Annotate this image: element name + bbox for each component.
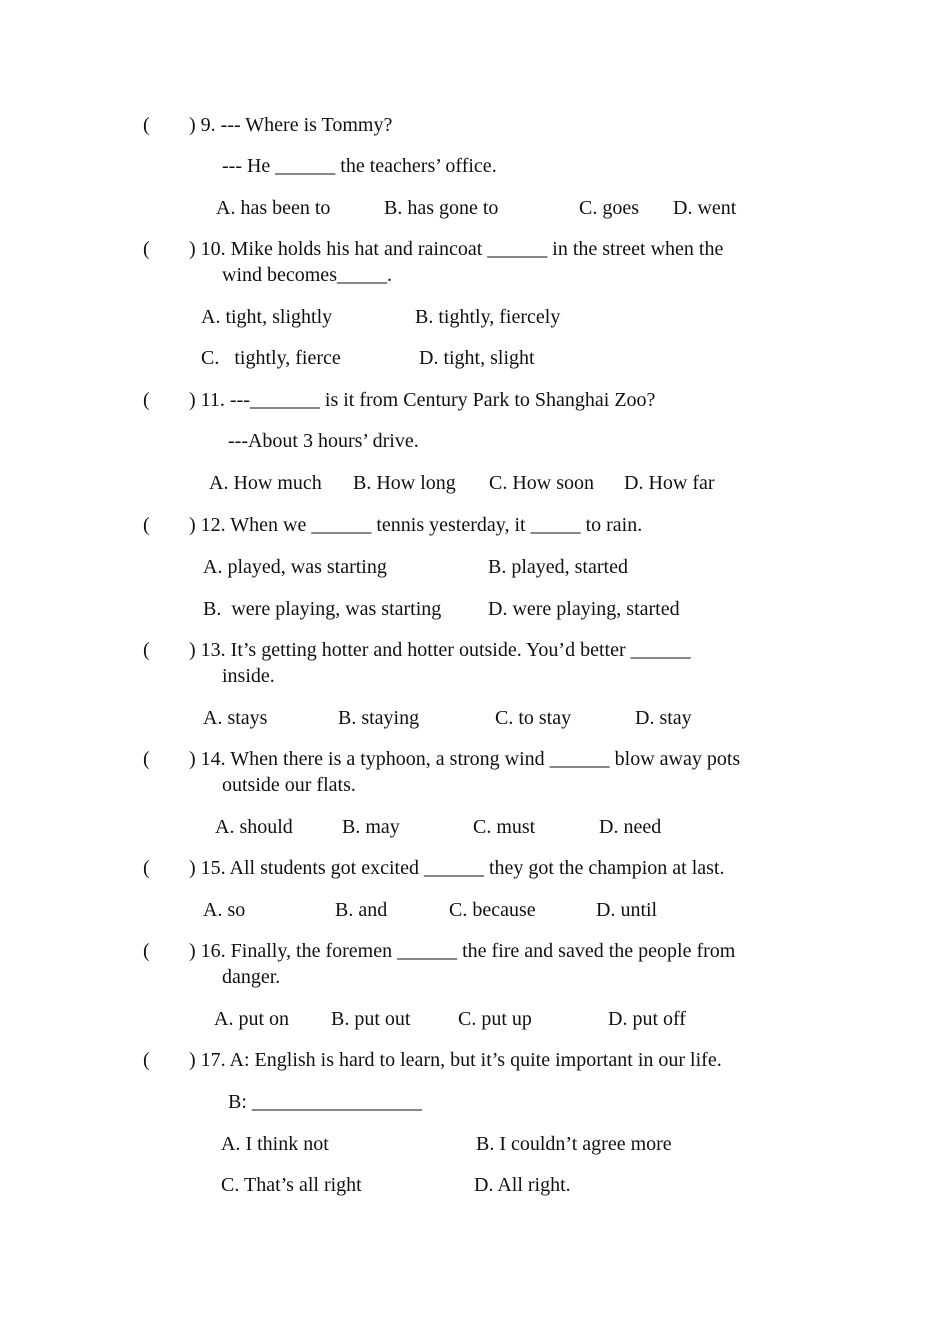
option-b: B. How long	[353, 472, 456, 494]
option-a: A. has been to	[216, 197, 331, 219]
question-stem: ) 16. Finally, the foremen ______ the fire and saved the people from	[189, 940, 736, 962]
option-d: D. How far	[624, 472, 715, 494]
answer-blank-paren: (	[143, 639, 150, 661]
option-c: C. because	[449, 899, 536, 921]
option-b: B. and	[335, 899, 388, 921]
option-c: C. must	[473, 816, 536, 838]
option-d: D. went	[673, 197, 737, 219]
question-stem-continued: danger.	[222, 966, 281, 988]
option-a: A. put on	[214, 1008, 289, 1030]
option-b: B. played, started	[488, 556, 628, 578]
option-d: D. need	[599, 816, 662, 838]
option-c: B. were playing, was starting	[203, 598, 442, 620]
answer-blank-paren: (	[143, 940, 150, 962]
answer-blank-paren: (	[143, 1049, 150, 1071]
option-a: A. tight, slightly	[201, 306, 333, 328]
answer-blank-paren: (	[143, 114, 150, 136]
option-a: A. so	[203, 899, 246, 921]
question-stem: ) 10. Mike holds his hat and raincoat ______ in the street when the	[189, 238, 724, 260]
option-d: D. were playing, started	[488, 598, 680, 620]
question-stem: ) 13. It’s getting hotter and hotter outside. You’d better ______	[189, 639, 691, 661]
option-a: A. should	[215, 816, 293, 838]
option-c: C. put up	[458, 1008, 532, 1030]
answer-blank-paren: (	[143, 748, 150, 770]
question-stem: ) 15. All students got excited ______ they got the champion at last.	[189, 857, 725, 879]
question-stem: ) 11. ---_______ is it from Century Park to Shanghai Zoo?	[189, 389, 656, 411]
answer-blank-paren: (	[143, 514, 150, 536]
option-a: A. How much	[209, 472, 322, 494]
question-stem: ) 9. --- Where is Tommy?	[189, 114, 393, 136]
option-d: D. All right.	[474, 1174, 571, 1196]
option-c: C. to stay	[495, 707, 572, 729]
question-stem-continued: inside.	[222, 665, 275, 687]
question-stem: ) 17. A: English is hard to learn, but it’s quite important in our life.	[189, 1049, 722, 1071]
option-b: B. I couldn’t agree more	[476, 1133, 672, 1155]
option-b: B. has gone to	[384, 197, 499, 219]
question-stem: ) 14. When there is a typhoon, a strong wind ______ blow away pots	[189, 748, 741, 770]
answer-blank-paren: (	[143, 857, 150, 879]
question-line: --- He ______ the teachers’ office.	[222, 155, 497, 177]
option-d: D. until	[596, 899, 658, 921]
option-d: D. stay	[635, 707, 692, 729]
option-c: C. tightly, fierce	[201, 347, 341, 369]
question-stem-continued: outside our flats.	[222, 774, 356, 796]
question-line: ---About 3 hours’ drive.	[228, 430, 419, 452]
option-d: D. tight, slight	[419, 347, 535, 369]
option-c: C. How soon	[489, 472, 595, 494]
option-b: B. may	[342, 816, 400, 838]
answer-blank-paren: (	[143, 238, 150, 260]
option-c: C. That’s all right	[221, 1174, 362, 1196]
option-b: B. put out	[331, 1008, 411, 1030]
option-a: A. played, was starting	[203, 556, 387, 578]
option-a: A. stays	[203, 707, 268, 729]
answer-blank-paren: (	[143, 389, 150, 411]
option-b: B. staying	[338, 707, 420, 729]
question-stem-continued: wind becomes_____.	[222, 264, 392, 286]
option-b: B. tightly, fiercely	[415, 306, 561, 328]
question-stem: ) 12. When we ______ tennis yesterday, it _____ to rain.	[189, 514, 643, 536]
option-a: A. I think not	[221, 1133, 329, 1155]
option-d: D. put off	[608, 1008, 686, 1030]
option-c: C. goes	[579, 197, 639, 219]
question-line: B: _________________	[228, 1091, 422, 1113]
